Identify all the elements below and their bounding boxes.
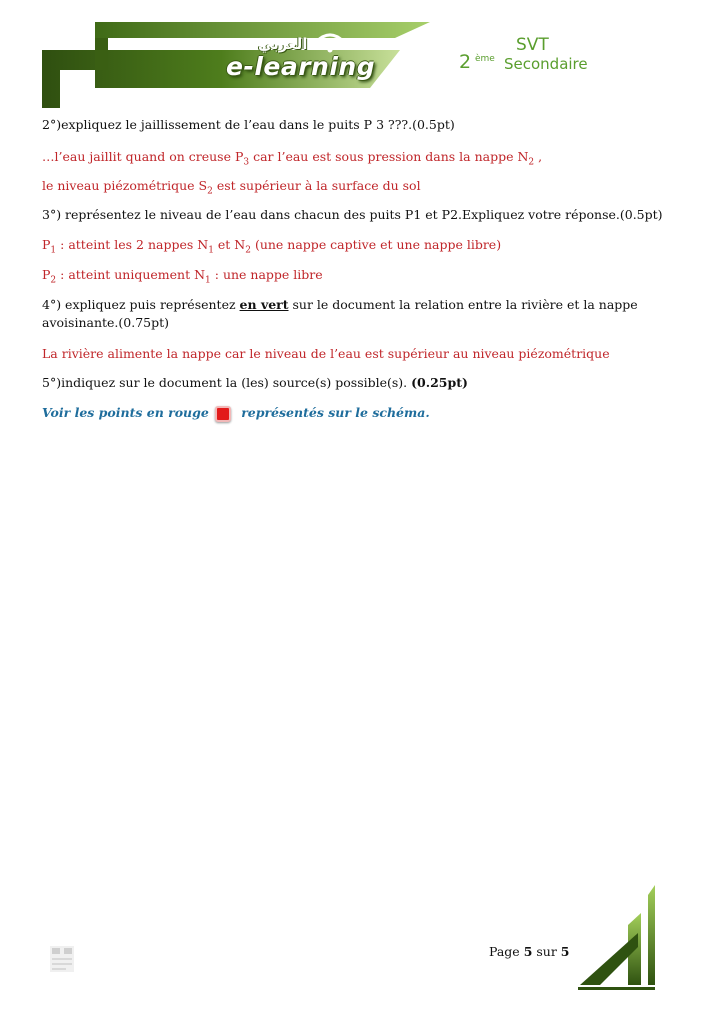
answer-2-line-1: …l’eau jaillit quand on creuse $P_3$ car l’eau est sous pression dans la nappe $N_2$ , xyxy=(42,149,543,168)
qr-code-icon xyxy=(50,946,74,972)
red-square-icon xyxy=(215,406,231,422)
question-4: 4°) expliquez puis représentez en vert sur le document la relation entre la rivière et la nappe avoisinante.(0.75pt) xyxy=(42,297,638,330)
answer-3-line-1: $P_1$ : atteint les 2 nappes $N_1$ et $N_2$ (une nappe captive et une nappe libre) xyxy=(42,237,502,256)
logo-arabic-text: العربي xyxy=(258,35,308,53)
level-number: 2 xyxy=(459,51,472,73)
answer-4: La rivière alimente la nappe car le niveau de l’eau est supérieur au niveau piézométrique xyxy=(42,346,610,361)
footer-corner-logo xyxy=(578,885,660,990)
page-number: Page 5 sur 5 xyxy=(489,944,570,959)
page-header xyxy=(0,0,720,110)
level-text: Secondaire xyxy=(504,55,588,73)
question-5: 5°)indiquez sur le document la (les) source(s) possible(s). (0.25pt) xyxy=(42,375,468,390)
wifi-icon xyxy=(312,28,348,54)
question-3: 3°) représentez le niveau de l’eau dans chacun des puits P1 et P2.Expliquez votre réponse.(0.5pt) xyxy=(42,207,663,222)
logo-text: e-learning xyxy=(226,52,376,81)
subject-label: SVT xyxy=(516,35,549,55)
answer-2-line-2: le niveau piézométrique $S_2$ est supérieur à la surface du sol xyxy=(42,178,421,197)
note-red-points: Voir les points en rouge représentés sur le schéma. xyxy=(42,405,430,420)
answer-3-line-2: $P_2$ : atteint uniquement $N_1$ : une nappe libre xyxy=(42,267,323,286)
level-superscript: ème xyxy=(475,54,495,64)
emphasis-green: en vert xyxy=(239,297,289,312)
question-2: 2°)expliquez le jaillissement de l’eau dans le puits P 3 ???.(0.5pt) xyxy=(42,117,455,132)
